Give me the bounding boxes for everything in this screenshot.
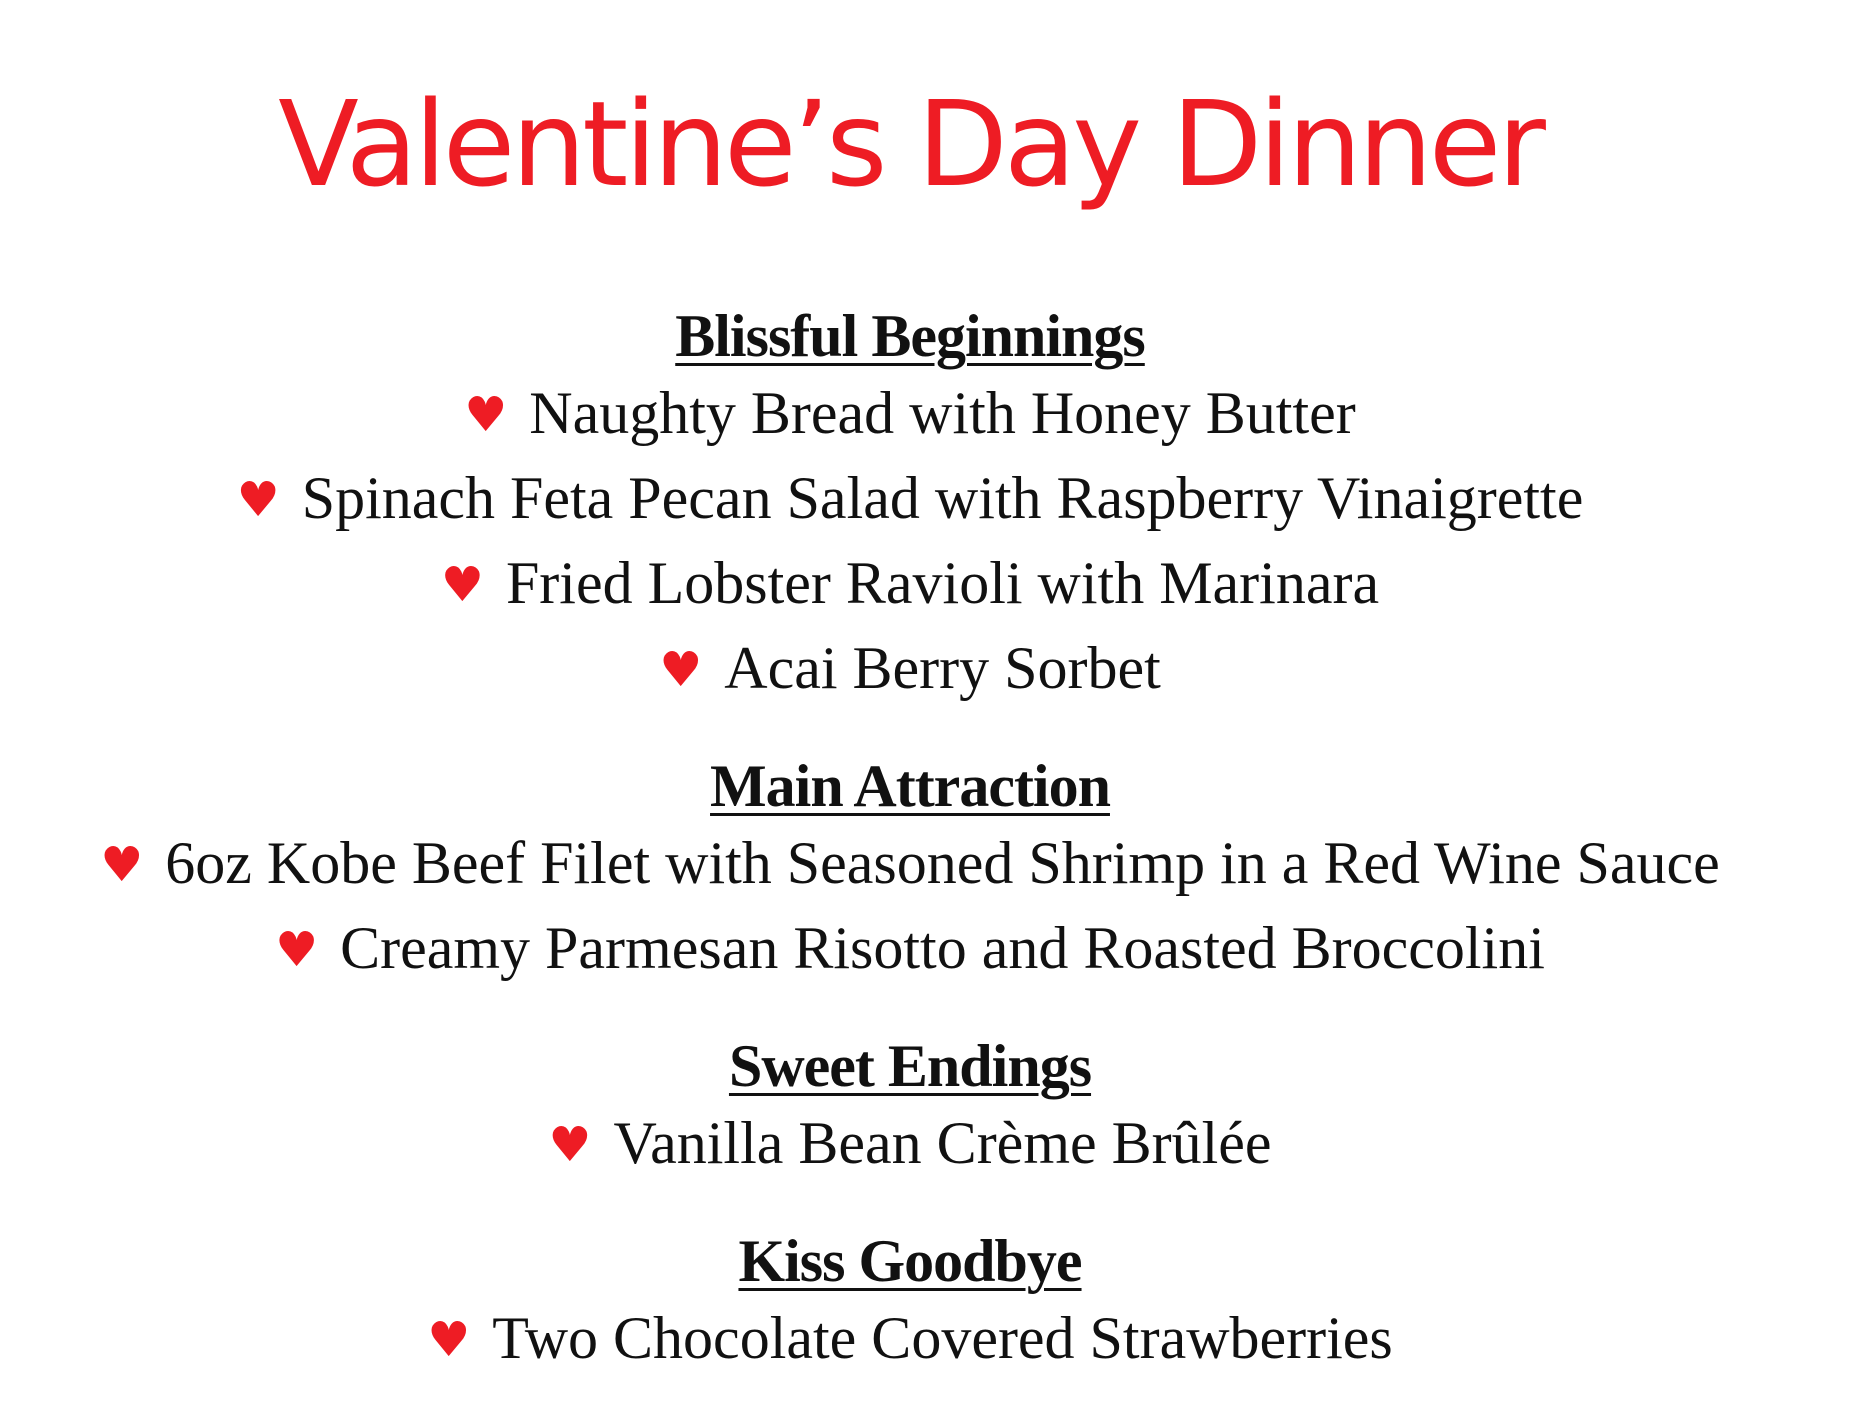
heart-icon: ♥ [464,387,508,443]
heart-icon: ♥ [236,472,280,528]
heart-icon: ♥ [427,1312,471,1368]
menu-title: Valentine’s Day Dinner [278,75,1542,213]
section-heading: Kiss Goodbye [738,1228,1082,1294]
menu-item [0,822,1820,907]
heart-icon: ♥ [100,837,144,893]
menu-item [0,1297,1820,1382]
menu-item [0,907,1820,992]
section-blissful-beginnings [0,300,1820,712]
menu-item-text: Vanilla Bean Crème Brûlée [613,1110,1272,1176]
menu-item-text: Two Chocolate Covered Strawberries [492,1305,1393,1371]
heart-icon: ♥ [659,642,703,698]
menu-item-text: Acai Berry Sorbet [724,635,1161,701]
heart-icon: ♥ [440,557,484,613]
menu-body [0,300,1820,1382]
section-kiss-goodbye [0,1225,1820,1382]
menu-item-text: 6oz Kobe Beef Filet with Seasoned Shrimp in a Red Wine Sauce [165,830,1720,896]
menu-item-text: Creamy Parmesan Risotto and Roasted Broccolini [340,915,1545,981]
section-heading: Sweet Endings [728,1033,1092,1099]
menu-item [0,542,1820,627]
section-main-attraction [0,750,1820,992]
menu-item [0,627,1820,712]
section-heading: Main Attraction [710,753,1110,819]
menu-item-text: Fried Lobster Ravioli with Marinara [505,550,1380,616]
heart-icon: ♥ [548,1117,592,1173]
section-sweet-endings [0,1030,1820,1187]
menu-item [0,457,1820,542]
menu-item-text: Naughty Bread with Honey Butter [529,380,1356,446]
heart-icon: ♥ [275,922,319,978]
menu-item-text: Spinach Feta Pecan Salad with Raspberry Vinaigrette [301,465,1584,531]
section-heading: Blissful Beginnings [675,303,1145,369]
menu-item [0,1102,1820,1187]
menu-item [0,372,1820,457]
